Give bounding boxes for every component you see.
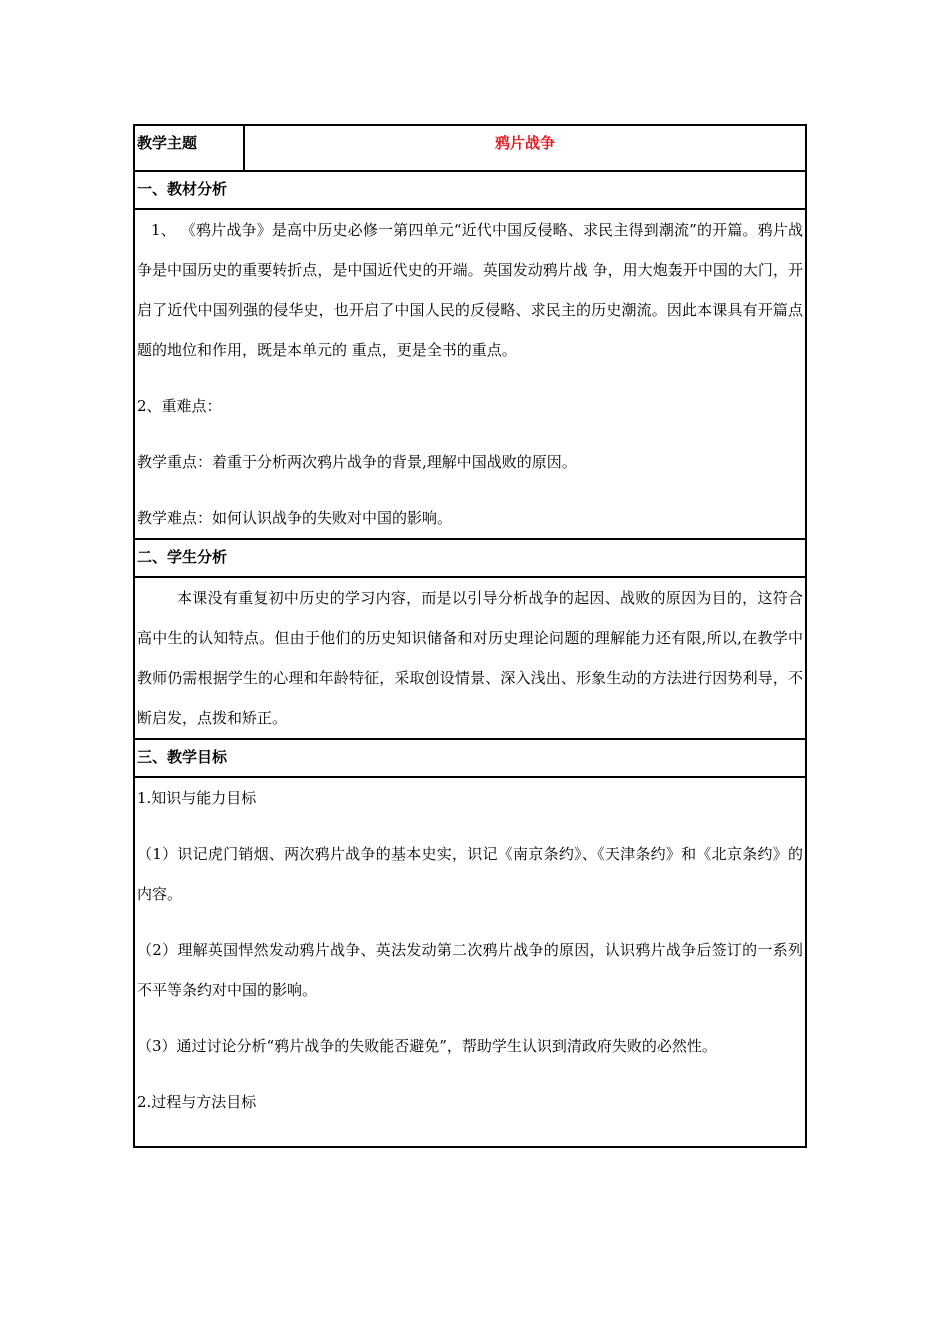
lesson-title: 鸦片战争 [244, 125, 806, 171]
section3-heading-row [134, 739, 806, 777]
section1-body [134, 209, 806, 539]
section3-body [134, 777, 806, 1147]
goal-item-2: （2）理解英国悍然发动鸦片战争、英法发动第二次鸦片战争的原因，认识鸦片战争后签订的一系列不平等条约对中国的影响。 [137, 941, 803, 999]
teaching-focus: 教学重点：着重于分析两次鸦片战争的背景,理解中国战败的原因。 [137, 453, 577, 471]
section3-heading: 三、教学目标 [134, 739, 806, 777]
knowledge-goal-heading: 1.知识与能力目标 [137, 789, 257, 807]
process-goal-heading: 2.过程与方法目标 [137, 1093, 257, 1111]
section1-heading-row [134, 171, 806, 209]
goal-item-1: （1）识记虎门销烟、两次鸦片战争的基本史实，识记《南京条约》、《天津条约》和《北京条约》的内容。 [137, 845, 803, 903]
section1-heading: 一、教材分析 [134, 171, 806, 209]
topic-label: 教学主题 [134, 125, 244, 171]
section2-heading: 二、学生分析 [134, 539, 806, 577]
textbook-analysis-paragraph: 1、 《鸦片战争》是高中历史必修一第四单元“近代中国反侵略、求民主得到潮流”的开篇。鸦片战争是中国历史的重要转折点，是中国近代史的开端。英国发动鸦片战 争，用大炮轰开中国的大门，开启了近代中国列强的侵华史，也开启了中国人民的反侵略、求民主的历史潮流。因此本课具有开篇点题的地位和作用，既是本单元的 重点，更是全书的重点。 [137, 221, 803, 359]
section2-body [134, 577, 806, 739]
section2-heading-row [134, 539, 806, 577]
header-row [134, 125, 806, 171]
teaching-difficulty: 教学难点：如何认识战争的失败对中国的影响。 [137, 509, 453, 527]
section1-body-row [134, 209, 806, 539]
goal-item-3: （3）通过讨论分析“鸦片战争的失败能否避免”，帮助学生认识到清政府失败的必然性。 [137, 1037, 717, 1055]
student-analysis-paragraph: 本课没有重复初中历史的学习内容，而是以引导分析战争的起因、战败的原因为目的，这符合高中生的认知特点。但由于他们的历史知识储备和对历史理论问题的理解能力还有限,所以,在教学中教师仍需根据学生的心理和年龄特征，采取创设情景、深入浅出、形象生动的方法进行因势利导，不断启发，点拨和矫正。 [137, 589, 803, 727]
section2-body-row [134, 577, 806, 739]
key-points-heading: 2、重难点： [137, 397, 222, 415]
lesson-plan-table [133, 124, 807, 1148]
section3-body-row [134, 777, 806, 1147]
